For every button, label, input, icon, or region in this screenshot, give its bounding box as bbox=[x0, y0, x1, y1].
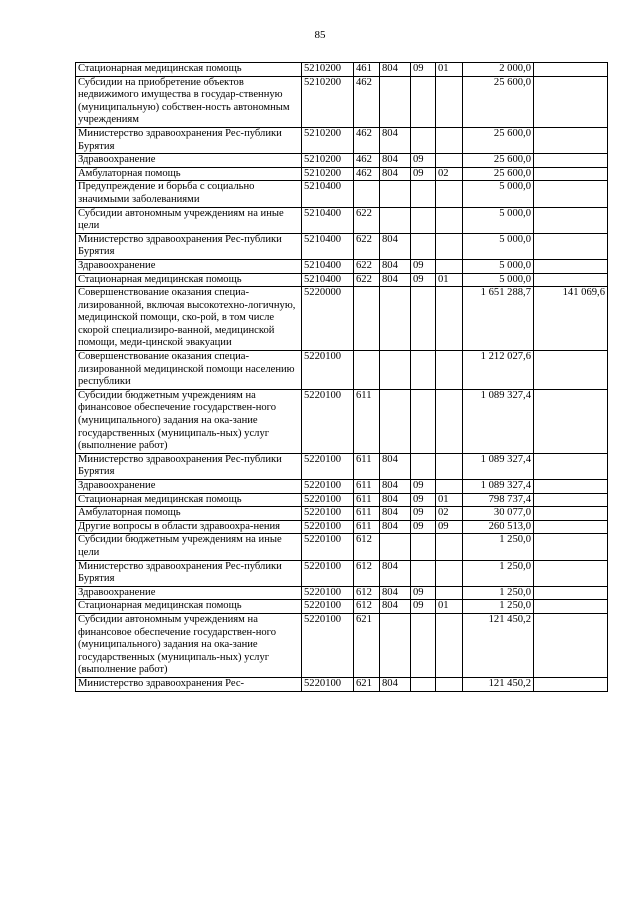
table-row bbox=[76, 233, 608, 259]
row-expense-type: 462 bbox=[354, 167, 380, 181]
row-amount: 260 513,0 bbox=[463, 520, 534, 534]
table-row bbox=[76, 259, 608, 273]
row-target-code: 5220100 bbox=[302, 507, 354, 521]
row-amount: 5 000,0 bbox=[463, 273, 534, 287]
row-ministry-code: 804 bbox=[380, 520, 411, 534]
row-ministry-code: 804 bbox=[380, 233, 411, 259]
row-ministry-code: 804 bbox=[380, 677, 411, 691]
row-amount: 1 250,0 bbox=[463, 534, 534, 560]
row-amount: 25 600,0 bbox=[463, 154, 534, 168]
row-name: Субсидии автономным учреждениям на финансовое обеспечение государствен-ного (муниципального) задания на ока-зание государственных (муниципаль-ных) услуг (выполнение работ) bbox=[76, 613, 302, 677]
row-expense-type: 622 bbox=[354, 259, 380, 273]
row-target-code: 5220100 bbox=[302, 453, 354, 479]
page-number: 85 bbox=[314, 29, 326, 41]
row-target-code: 5210400 bbox=[302, 259, 354, 273]
row-ministry-code bbox=[380, 287, 411, 351]
row-section bbox=[411, 534, 436, 560]
row-extra-amount bbox=[534, 273, 608, 287]
row-section: 09 bbox=[411, 480, 436, 494]
row-section bbox=[411, 389, 436, 453]
row-target-code: 5210400 bbox=[302, 273, 354, 287]
row-amount: 25 600,0 bbox=[463, 127, 534, 153]
row-subsection bbox=[436, 613, 463, 677]
row-subsection: 09 bbox=[436, 520, 463, 534]
row-target-code: 5210400 bbox=[302, 181, 354, 207]
row-subsection bbox=[436, 453, 463, 479]
row-target-code: 5220100 bbox=[302, 493, 354, 507]
row-expense-type: 462 bbox=[354, 154, 380, 168]
row-target-code: 5220100 bbox=[302, 560, 354, 586]
row-section bbox=[411, 127, 436, 153]
budget-table bbox=[75, 62, 608, 692]
table-row bbox=[76, 167, 608, 181]
row-target-code: 5220100 bbox=[302, 534, 354, 560]
row-extra-amount bbox=[534, 507, 608, 521]
row-subsection bbox=[436, 76, 463, 127]
row-target-code: 5220100 bbox=[302, 480, 354, 494]
table-row bbox=[76, 613, 608, 677]
row-extra-amount bbox=[534, 493, 608, 507]
row-subsection bbox=[436, 534, 463, 560]
row-amount: 5 000,0 bbox=[463, 259, 534, 273]
row-name: Здравоохранение bbox=[76, 154, 302, 168]
row-subsection: 01 bbox=[436, 600, 463, 614]
row-amount: 1 089 327,4 bbox=[463, 453, 534, 479]
table-row bbox=[76, 507, 608, 521]
table-row bbox=[76, 76, 608, 127]
row-extra-amount bbox=[534, 154, 608, 168]
row-ministry-code: 804 bbox=[380, 480, 411, 494]
row-subsection: 02 bbox=[436, 167, 463, 181]
row-target-code: 5220100 bbox=[302, 520, 354, 534]
row-section bbox=[411, 560, 436, 586]
row-ministry-code: 804 bbox=[380, 507, 411, 521]
row-expense-type: 461 bbox=[354, 63, 380, 77]
row-subsection bbox=[436, 181, 463, 207]
row-expense-type: 622 bbox=[354, 207, 380, 233]
row-target-code: 5210200 bbox=[302, 76, 354, 127]
row-extra-amount bbox=[534, 534, 608, 560]
row-amount: 798 737,4 bbox=[463, 493, 534, 507]
row-subsection bbox=[436, 351, 463, 390]
row-expense-type bbox=[354, 181, 380, 207]
row-subsection bbox=[436, 259, 463, 273]
row-ministry-code: 804 bbox=[380, 586, 411, 600]
row-section: 09 bbox=[411, 154, 436, 168]
row-name: Амбулаторная помощь bbox=[76, 167, 302, 181]
row-name: Субсидии бюджетным учреждениям на иные цели bbox=[76, 534, 302, 560]
row-target-code: 5210200 bbox=[302, 154, 354, 168]
row-target-code: 5210400 bbox=[302, 207, 354, 233]
table-row bbox=[76, 677, 608, 691]
table-row bbox=[76, 207, 608, 233]
row-extra-amount bbox=[534, 351, 608, 390]
row-expense-type: 612 bbox=[354, 586, 380, 600]
row-target-code: 5210200 bbox=[302, 63, 354, 77]
table-row bbox=[76, 351, 608, 390]
row-section: 09 bbox=[411, 600, 436, 614]
row-ministry-code: 804 bbox=[380, 600, 411, 614]
table-row bbox=[76, 63, 608, 77]
row-amount: 5 000,0 bbox=[463, 233, 534, 259]
row-expense-type: 622 bbox=[354, 273, 380, 287]
row-expense-type: 611 bbox=[354, 453, 380, 479]
row-section bbox=[411, 181, 436, 207]
row-section bbox=[411, 76, 436, 127]
row-ministry-code bbox=[380, 351, 411, 390]
row-name: Министерство здравоохранения Рес-публики Бурятия bbox=[76, 127, 302, 153]
row-subsection bbox=[436, 586, 463, 600]
row-amount: 121 450,2 bbox=[463, 613, 534, 677]
row-section: 09 bbox=[411, 586, 436, 600]
row-subsection bbox=[436, 154, 463, 168]
row-extra-amount bbox=[534, 480, 608, 494]
row-target-code: 5220100 bbox=[302, 351, 354, 390]
row-extra-amount bbox=[534, 181, 608, 207]
row-expense-type: 462 bbox=[354, 127, 380, 153]
row-ministry-code bbox=[380, 613, 411, 677]
row-name: Стационарная медицинская помощь bbox=[76, 600, 302, 614]
row-target-code: 5220100 bbox=[302, 677, 354, 691]
row-extra-amount bbox=[534, 586, 608, 600]
row-target-code: 5220100 bbox=[302, 586, 354, 600]
row-ministry-code bbox=[380, 389, 411, 453]
row-ministry-code bbox=[380, 207, 411, 233]
row-expense-type: 621 bbox=[354, 677, 380, 691]
row-expense-type: 612 bbox=[354, 560, 380, 586]
row-subsection bbox=[436, 389, 463, 453]
row-amount: 5 000,0 bbox=[463, 207, 534, 233]
row-section bbox=[411, 613, 436, 677]
row-amount: 1 089 327,4 bbox=[463, 480, 534, 494]
row-name: Министерство здравоохранения Рес-публики Бурятия bbox=[76, 453, 302, 479]
row-expense-type: 462 bbox=[354, 76, 380, 127]
row-extra-amount bbox=[534, 76, 608, 127]
table-row bbox=[76, 586, 608, 600]
row-extra-amount bbox=[534, 677, 608, 691]
row-name: Субсидии автономным учреждениям на иные цели bbox=[76, 207, 302, 233]
row-name: Субсидии бюджетным учреждениям на финансовое обеспечение государствен-ного (муниципального) задания на ока-зание государственных (муниципаль-ных) услуг (выполнение работ) bbox=[76, 389, 302, 453]
row-target-code: 5220000 bbox=[302, 287, 354, 351]
row-subsection bbox=[436, 287, 463, 351]
row-name: Амбулаторная помощь bbox=[76, 507, 302, 521]
row-amount: 1 250,0 bbox=[463, 600, 534, 614]
row-ministry-code: 804 bbox=[380, 493, 411, 507]
row-ministry-code: 804 bbox=[380, 167, 411, 181]
table-row bbox=[76, 534, 608, 560]
row-subsection bbox=[436, 207, 463, 233]
row-name: Предупреждение и борьба с социально значимыми заболеваниями bbox=[76, 181, 302, 207]
row-ministry-code bbox=[380, 181, 411, 207]
row-extra-amount: 141 069,6 bbox=[534, 287, 608, 351]
row-subsection bbox=[436, 480, 463, 494]
table-row bbox=[76, 181, 608, 207]
row-section: 09 bbox=[411, 507, 436, 521]
table-row bbox=[76, 127, 608, 153]
row-subsection: 01 bbox=[436, 63, 463, 77]
row-amount: 121 450,2 bbox=[463, 677, 534, 691]
row-expense-type: 611 bbox=[354, 480, 380, 494]
row-extra-amount bbox=[534, 613, 608, 677]
row-ministry-code: 804 bbox=[380, 273, 411, 287]
row-name: Министерство здравоохранения Рес-публики Бурятия bbox=[76, 560, 302, 586]
row-name: Стационарная медицинская помощь bbox=[76, 273, 302, 287]
row-ministry-code: 804 bbox=[380, 63, 411, 77]
row-name: Здравоохранение bbox=[76, 586, 302, 600]
row-extra-amount bbox=[534, 453, 608, 479]
row-ministry-code bbox=[380, 534, 411, 560]
row-section: 09 bbox=[411, 273, 436, 287]
table-row bbox=[76, 389, 608, 453]
row-extra-amount bbox=[534, 233, 608, 259]
row-ministry-code: 804 bbox=[380, 154, 411, 168]
table-row bbox=[76, 154, 608, 168]
row-name: Субсидии на приобретение объектов недвижимого имущества в государ-ственную (муниципальную) собствен-ность автономным учреждениям bbox=[76, 76, 302, 127]
row-ministry-code: 804 bbox=[380, 127, 411, 153]
row-target-code: 5210400 bbox=[302, 233, 354, 259]
table-row bbox=[76, 287, 608, 351]
row-extra-amount bbox=[534, 389, 608, 453]
row-section: 09 bbox=[411, 520, 436, 534]
row-section bbox=[411, 453, 436, 479]
row-name: Совершенствование оказания специа-лизированной медицинской помощи населению республики bbox=[76, 351, 302, 390]
row-subsection bbox=[436, 127, 463, 153]
table-row bbox=[76, 493, 608, 507]
row-name: Другие вопросы в области здравоохра-нения bbox=[76, 520, 302, 534]
table-row bbox=[76, 273, 608, 287]
row-target-code: 5220100 bbox=[302, 389, 354, 453]
row-name: Совершенствование оказания специа-лизированной, включая высокотехно-логичную, медицинской помощи, ско-рой, в том числе скорой специализиро-ванной, медицинской помощи, меди-цинской эвакуации bbox=[76, 287, 302, 351]
row-subsection bbox=[436, 233, 463, 259]
row-expense-type bbox=[354, 351, 380, 390]
row-ministry-code: 804 bbox=[380, 259, 411, 273]
row-subsection: 01 bbox=[436, 493, 463, 507]
row-section: 09 bbox=[411, 167, 436, 181]
row-name: Здравоохранение bbox=[76, 480, 302, 494]
row-amount: 1 250,0 bbox=[463, 560, 534, 586]
row-target-code: 5210200 bbox=[302, 127, 354, 153]
row-expense-type: 611 bbox=[354, 493, 380, 507]
row-expense-type: 621 bbox=[354, 613, 380, 677]
row-extra-amount bbox=[534, 127, 608, 153]
table-row bbox=[76, 453, 608, 479]
row-target-code: 5210200 bbox=[302, 167, 354, 181]
table-row bbox=[76, 600, 608, 614]
row-amount: 25 600,0 bbox=[463, 167, 534, 181]
row-ministry-code: 804 bbox=[380, 453, 411, 479]
row-amount: 30 077,0 bbox=[463, 507, 534, 521]
row-expense-type: 611 bbox=[354, 520, 380, 534]
row-subsection: 02 bbox=[436, 507, 463, 521]
row-section: 09 bbox=[411, 493, 436, 507]
row-section: 09 bbox=[411, 63, 436, 77]
row-amount: 1 250,0 bbox=[463, 586, 534, 600]
row-expense-type: 611 bbox=[354, 389, 380, 453]
table-row bbox=[76, 560, 608, 586]
row-extra-amount bbox=[534, 560, 608, 586]
row-section: 09 bbox=[411, 259, 436, 273]
row-expense-type: 622 bbox=[354, 233, 380, 259]
row-subsection: 01 bbox=[436, 273, 463, 287]
row-target-code: 5220100 bbox=[302, 600, 354, 614]
row-section bbox=[411, 207, 436, 233]
row-amount: 25 600,0 bbox=[463, 76, 534, 127]
row-amount: 2 000,0 bbox=[463, 63, 534, 77]
row-name: Стационарная медицинская помощь bbox=[76, 63, 302, 77]
row-subsection bbox=[436, 677, 463, 691]
row-subsection bbox=[436, 560, 463, 586]
row-section bbox=[411, 677, 436, 691]
row-expense-type: 611 bbox=[354, 507, 380, 521]
budget-table-body bbox=[76, 63, 608, 692]
row-section bbox=[411, 287, 436, 351]
row-ministry-code bbox=[380, 76, 411, 127]
row-section bbox=[411, 351, 436, 390]
table-row bbox=[76, 480, 608, 494]
row-extra-amount bbox=[534, 600, 608, 614]
row-name: Министерство здравоохранения Рес-публики Бурятия bbox=[76, 233, 302, 259]
row-extra-amount bbox=[534, 207, 608, 233]
row-amount: 1 089 327,4 bbox=[463, 389, 534, 453]
row-name: Стационарная медицинская помощь bbox=[76, 493, 302, 507]
table-row bbox=[76, 520, 608, 534]
row-amount: 5 000,0 bbox=[463, 181, 534, 207]
row-ministry-code: 804 bbox=[380, 560, 411, 586]
row-name: Министерство здравоохранения Рес- bbox=[76, 677, 302, 691]
row-section bbox=[411, 233, 436, 259]
row-amount: 1 212 027,6 bbox=[463, 351, 534, 390]
row-name: Здравоохранение bbox=[76, 259, 302, 273]
row-expense-type bbox=[354, 287, 380, 351]
row-extra-amount bbox=[534, 259, 608, 273]
row-target-code: 5220100 bbox=[302, 613, 354, 677]
row-extra-amount bbox=[534, 167, 608, 181]
row-expense-type: 612 bbox=[354, 600, 380, 614]
row-amount: 1 651 288,7 bbox=[463, 287, 534, 351]
row-extra-amount bbox=[534, 63, 608, 77]
row-extra-amount bbox=[534, 520, 608, 534]
row-expense-type: 612 bbox=[354, 534, 380, 560]
